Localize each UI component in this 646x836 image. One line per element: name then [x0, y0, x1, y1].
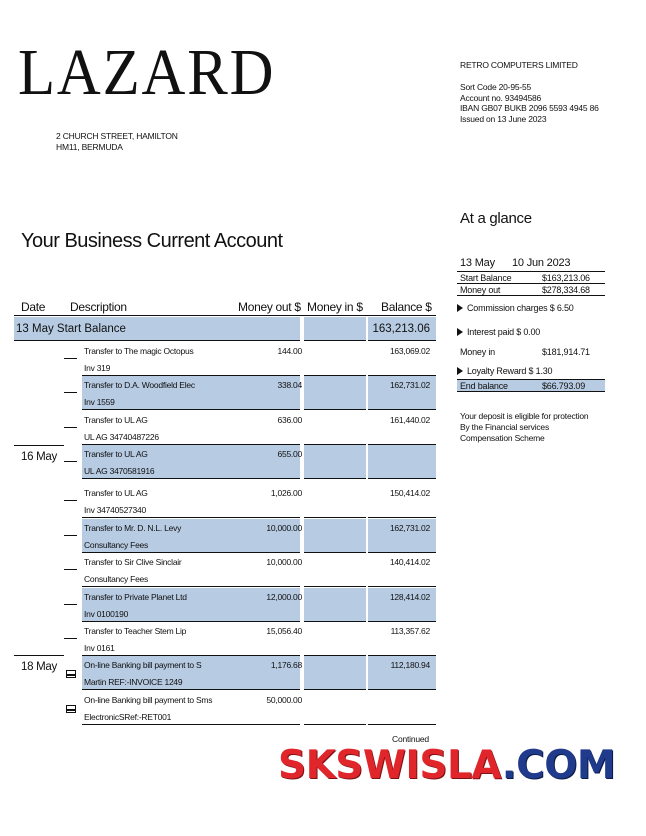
description-line-1: Transfer to The magic Octopus [84, 346, 194, 356]
protection-line-3: Compensation Scheme [460, 433, 545, 443]
balance-value: 163,069.02 [389, 346, 430, 356]
transaction-row [64, 445, 436, 479]
money-in-value: $181,914.71 [542, 347, 590, 357]
description-line-1: Transfer to D.A. Woodfield Elec [84, 380, 195, 390]
protection-notice [460, 411, 588, 444]
transaction-row [64, 519, 436, 553]
description-line-2: Inv 34740527340 [84, 505, 146, 515]
money-in-cell [304, 484, 366, 518]
transaction-row [64, 691, 436, 725]
date-group-divider [14, 445, 64, 446]
card-icon [66, 705, 76, 713]
transaction-row [64, 376, 436, 410]
row-marker [64, 358, 77, 359]
money-in-cell [304, 519, 366, 553]
transaction-row [64, 588, 436, 622]
description-line-1: Transfer to UL AG [84, 415, 148, 425]
watermark-part-2: .COM [501, 743, 616, 788]
description-line-1: Transfer to Sir Clive Sinclair [84, 557, 182, 567]
balance-cell [368, 484, 436, 518]
description-line-2: Inv 319 [84, 363, 111, 373]
transaction-row [64, 553, 436, 587]
transaction-row [64, 484, 436, 518]
balance-cell [368, 588, 436, 622]
row-marker [64, 461, 77, 462]
start-balance-row [14, 317, 300, 341]
start-balance-row-balance [368, 317, 436, 341]
money-out-cell [240, 691, 300, 725]
transaction-row [64, 656, 436, 690]
balance-value: 161,440.02 [389, 415, 430, 425]
description-line-2: UL AG 3470581916 [84, 466, 155, 476]
bank-logo: LAZARD [18, 36, 276, 109]
money-out-cell [240, 553, 300, 587]
money-out-cell [240, 484, 300, 518]
account-details [460, 82, 599, 124]
money-out-value: 655.00 [277, 449, 302, 459]
row-marker [64, 535, 77, 536]
money-out-cell [240, 622, 300, 656]
description-line-2: Inv 0161 [84, 643, 115, 653]
money-in-cell [304, 445, 366, 479]
money-out-value: 338.04 [277, 380, 302, 390]
watermark-logo [278, 743, 616, 788]
money-out-cell [240, 656, 300, 690]
money-out-cell [240, 411, 300, 445]
description-line-1: Transfer to Private Planet Ltd [84, 592, 187, 602]
bank-address [56, 131, 178, 153]
transaction-row [64, 622, 436, 656]
description-line-2: Consultancy Fees [84, 574, 149, 584]
start-balance-row-value: 163,213.06 [372, 322, 430, 335]
balance-cell [368, 519, 436, 553]
balance-value: 112,180.94 [390, 660, 430, 670]
description-line-2: Inv 1559 [84, 397, 115, 407]
balance-value: 140,414.02 [389, 557, 430, 567]
period-start: 13 May [460, 257, 495, 269]
date-group-divider [14, 655, 64, 656]
col-header-date: Date [21, 300, 46, 314]
balance-cell [368, 445, 436, 479]
sort-code: Sort Code 20-95-55 [460, 82, 532, 92]
balance-cell [368, 622, 436, 656]
triangle-bullet-icon [457, 367, 463, 375]
start-balance-value: $163,213.06 [542, 272, 590, 283]
triangle-bullet-icon [457, 304, 463, 312]
row-marker [64, 638, 77, 639]
balance-value: 150,414.02 [389, 488, 430, 498]
description-line-1: Transfer to UL AG [84, 449, 148, 459]
col-header-description: Description [70, 300, 127, 314]
money-out-value: 636.00 [277, 415, 302, 425]
money-out-cell [240, 342, 300, 376]
glance-summary [457, 257, 605, 392]
glance-start-balance [457, 272, 605, 284]
row-marker [64, 427, 77, 428]
loyalty-text: Loyalty Reward $ 1.30 [467, 366, 553, 376]
glance-commission [457, 300, 605, 316]
row-marker [64, 392, 77, 393]
balance-value: 113,357.62 [390, 626, 430, 636]
row-marker [64, 604, 77, 605]
continued-label: Continued [392, 734, 429, 744]
header-divider [14, 315, 436, 316]
col-header-balance: Balance $ [381, 300, 432, 314]
money-out-cell [240, 519, 300, 553]
money-in-cell [304, 411, 366, 445]
balance-value: 162,731.02 [389, 380, 430, 390]
description-line-2: ElectronicSRef:-RET001 [84, 712, 172, 722]
glance-period [457, 257, 605, 272]
money-in-cell [304, 376, 366, 410]
balance-cell [368, 342, 436, 376]
glance-end-balance [457, 379, 605, 392]
money-out-value: 10,000.00 [266, 523, 302, 533]
money-out-value: $278,334.68 [542, 284, 590, 295]
watermark-part-1: SKSWISLA [278, 743, 502, 788]
start-balance-row-in [304, 317, 366, 341]
money-out-value: 1,026.00 [270, 488, 302, 498]
description-line-1: On-line Banking bill payment to S [84, 660, 202, 670]
address-line-1: 2 CHURCH STREET, HAMILTON [56, 131, 178, 141]
balance-value: 128,414.02 [389, 592, 430, 602]
money-out-value: 1,176.68 [270, 660, 302, 670]
money-out-cell [240, 376, 300, 410]
glance-money-in [457, 345, 605, 359]
period-end: 10 Jun 2023 [512, 257, 571, 269]
balance-cell [368, 376, 436, 410]
balance-cell [368, 691, 436, 725]
description-line-1: Transfer to Teacher Stem Lip [84, 626, 187, 636]
col-header-money-in: Money in $ [307, 300, 363, 314]
company-name: RETRO COMPUTERS LIMITED [460, 60, 578, 70]
account-number: Account no. 93494586 [460, 92, 542, 103]
start-balance-row-label: 13 May Start Balance [16, 322, 126, 335]
money-in-cell [304, 588, 366, 622]
glance-money-out [457, 284, 605, 296]
account-title: Your Business Current Account [21, 230, 283, 252]
glance-loyalty [457, 363, 605, 379]
protection-line-1: Your deposit is eligible for protection [460, 411, 589, 421]
money-in-cell [304, 342, 366, 376]
interest-text: Interest paid $ 0.00 [467, 327, 541, 337]
money-in-cell [304, 553, 366, 587]
description-line-1: On-line Banking bill payment to Sms [84, 695, 213, 705]
transaction-row [64, 342, 436, 376]
money-out-value: 50,000.00 [266, 695, 302, 705]
triangle-bullet-icon [457, 328, 463, 336]
iban: IBAN GB07 BUKB 2096 5593 4945 86 [460, 103, 599, 113]
money-in-cell [304, 622, 366, 656]
commission-text: Commission charges $ 6.50 [467, 303, 574, 313]
start-balance-label: Start Balance [460, 272, 512, 283]
money-out-label: Money out [460, 284, 501, 295]
money-in-cell [304, 691, 366, 725]
col-header-money-out: Money out $ [238, 300, 301, 314]
money-out-value: 15,056.40 [266, 626, 302, 636]
balance-cell [368, 553, 436, 587]
glance-title: At a glance [460, 210, 532, 227]
description-line-2: UL AG 34740487226 [84, 432, 159, 442]
description-line-2: Inv 0100190 [84, 609, 129, 619]
address-line-2: HM11, BERMUDA [56, 142, 123, 152]
card-icon [66, 670, 76, 678]
protection-line-2: By the Financial services [460, 422, 550, 432]
balance-cell [368, 656, 436, 690]
row-marker [64, 569, 77, 570]
money-out-cell [240, 588, 300, 622]
money-out-cell [240, 445, 300, 479]
end-balance-label: End balance [460, 380, 508, 391]
transaction-row [64, 411, 436, 445]
description-line-1: Transfer to UL AG [84, 488, 148, 498]
balance-value: 162,731.02 [389, 523, 430, 533]
end-balance-value: $66.793.09 [542, 380, 586, 391]
money-in-cell [304, 656, 366, 690]
row-marker [64, 500, 77, 501]
description-line-2: Martin REF:-INVOICE 1249 [84, 677, 183, 687]
description-line-2: Consultancy Fees [84, 540, 149, 550]
money-out-value: 10,000.00 [266, 557, 302, 567]
glance-interest [457, 324, 605, 340]
date-16-may: 16 May [21, 451, 57, 463]
date-18-may: 18 May [21, 661, 57, 673]
money-out-value: 12,000.00 [266, 592, 302, 602]
issued-date: Issued on 13 June 2023 [460, 113, 547, 124]
balance-cell [368, 411, 436, 445]
description-line-1: Transfer to Mr. D. N.L. Levy [84, 523, 182, 533]
money-out-value: 144.00 [277, 346, 302, 356]
money-in-label: Money in [460, 347, 495, 357]
